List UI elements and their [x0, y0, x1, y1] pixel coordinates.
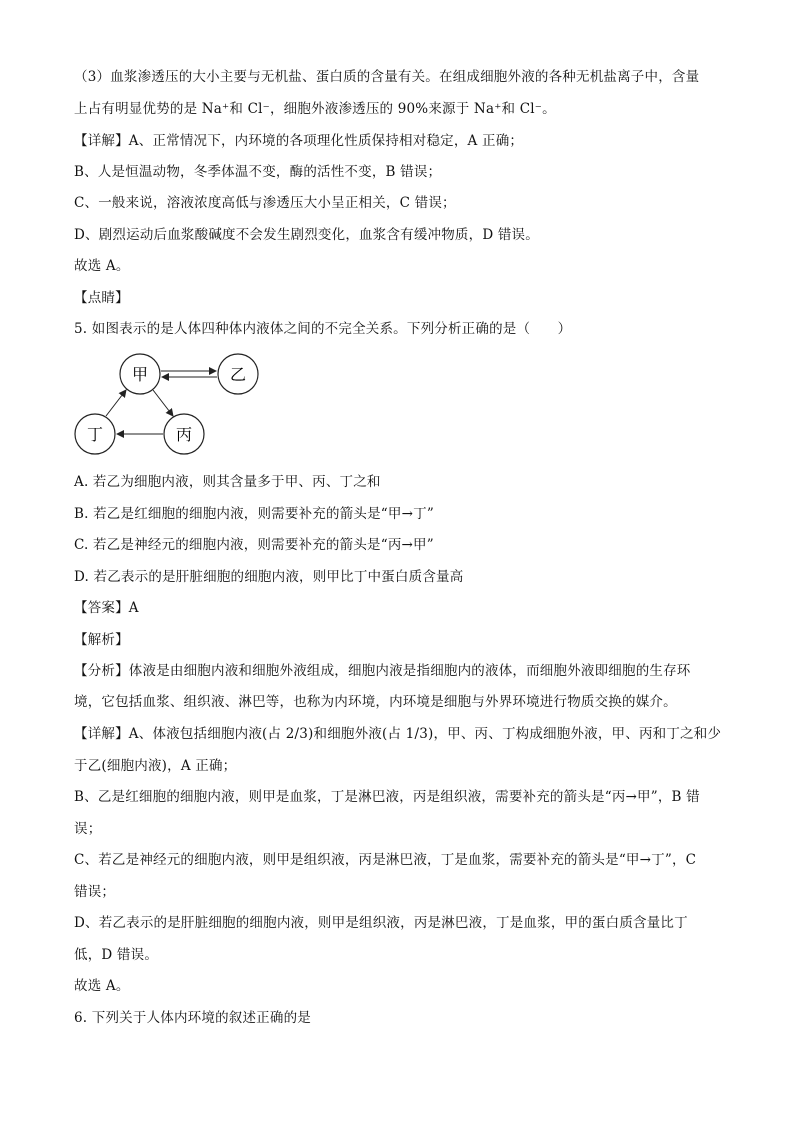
text-line-detail-7: D、若乙表示的是肝脏细胞的细胞内液，则甲是组织液，丙是淋巴液，丁是血浆，甲的蛋白质含量比丁 — [74, 915, 688, 931]
text-line-detail-3: B、乙是红细胞的细胞内液，则甲是血浆，丁是淋巴液，丙是组织液，需要补充的箭头是“丙→甲”，B 错 — [74, 789, 700, 805]
text-line-2: 上占有明显优势的是 Na⁺和 Cl⁻，细胞外液渗透压的 90%来源于 Na⁺和 Cl⁻。 — [74, 101, 556, 117]
text-line-1: （3）血浆渗透压的大小主要与无机盐、蛋白质的含量有关。在组成细胞外液的各种无机盐离子中，含量 — [74, 69, 700, 85]
node-yi-label: 乙 — [229, 365, 247, 384]
option-d: D. 若乙表示的是肝脏细胞的细胞内液，则甲比丁中蛋白质含量高 — [74, 569, 464, 585]
section-heading-jiexi: 【解析】 — [74, 632, 129, 648]
text-line-choice: 故选 A。 — [74, 978, 130, 994]
arrow-ding-to-jia — [106, 390, 126, 416]
text-line-detail-5: C、若乙是神经元的细胞内液，则甲是组织液，丙是淋巴液，丁是血浆，需要补充的箭头是“甲→丁”，C — [74, 852, 697, 868]
node-ding — [75, 414, 115, 454]
text-line-detail-2: 于乙(细胞内液)，A 正确； — [74, 758, 237, 774]
text-line-3: 【详解】A、正常情况下，内环境的各项理化性质保持相对稳定，A 正确； — [74, 133, 524, 149]
text-line-analysis-1: 【分析】体液是由细胞内液和细胞外液组成，细胞内液是指细胞内的液体，而细胞外液即细胞的生存环 — [74, 663, 691, 679]
option-b: B. 若乙是红细胞的细胞内液，则需要补充的箭头是“甲→丁” — [74, 506, 434, 522]
text-line-detail-8: 低，D 错误。 — [74, 947, 159, 963]
node-jia — [120, 354, 160, 394]
body-fluid-relationship-diagram — [70, 350, 270, 460]
question-6-stem: 6. 下列关于人体内环境的叙述正确的是 — [74, 1010, 311, 1026]
text-line-analysis-2: 境，它包括血浆、组织液、淋巴等，也称为内环境，内环境是细胞与外界环境进行物质交换的媒介。 — [74, 694, 677, 710]
text-line-7: 故选 A。 — [74, 258, 130, 274]
node-jia-label: 甲 — [131, 365, 149, 384]
text-line-detail-6: 错误； — [74, 884, 116, 900]
node-ding-label: 丁 — [86, 425, 104, 444]
answer-line: 【答案】A — [74, 600, 139, 616]
option-c: C. 若乙是神经元的细胞内液，则需要补充的箭头是“丙→甲” — [74, 537, 434, 553]
question-5-stem: 5. 如图表示的是人体四种体内液体之间的不完全关系。下列分析正确的是（ ） — [74, 321, 572, 337]
section-heading-dianjing: 【点睛】 — [74, 290, 129, 306]
arrow-jia-to-bing — [153, 390, 173, 416]
node-yi — [218, 354, 258, 394]
text-line-detail-1: 【详解】A、体液包括细胞内液(占 2/3)和细胞外液(占 1/3)，甲、丙、丁构成细胞外液，甲、丙和丁之和少 — [74, 726, 722, 742]
node-bing — [164, 414, 204, 454]
text-line-6: D、剧烈运动后血浆酸碱度不会发生剧烈变化，血浆含有缓冲物质，D 错误。 — [74, 227, 539, 243]
option-a: A. 若乙为细胞内液，则其含量多于甲、丙、丁之和 — [74, 474, 381, 490]
text-line-5: C、一般来说，溶液浓度高低与渗透压大小呈正相关，C 错误； — [74, 195, 456, 211]
text-line-detail-4: 误； — [74, 821, 102, 837]
node-bing-label: 丙 — [175, 425, 193, 444]
text-line-4: B、人是恒温动物，冬季体温不变，酶的活性不变，B 错误； — [74, 164, 442, 180]
